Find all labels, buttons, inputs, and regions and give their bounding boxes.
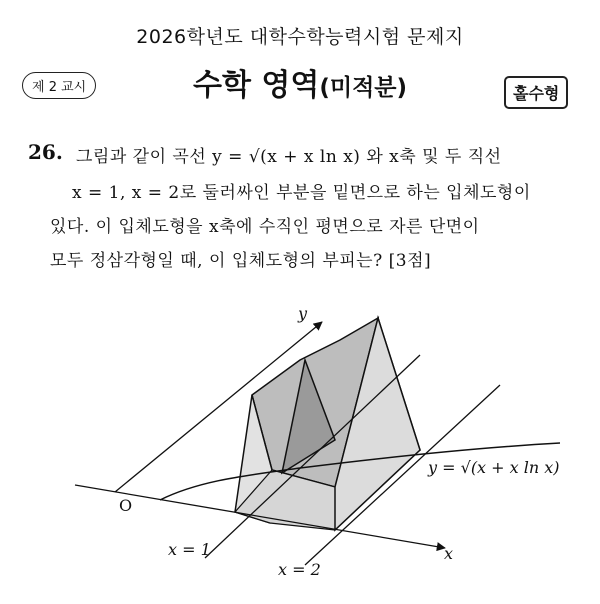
x-axis-label: x bbox=[444, 544, 454, 563]
exam-title: 2026학년도 대학수학능력시험 문제지 bbox=[136, 26, 464, 48]
question-line-4: 모두 정삼각형일 때, 이 입체도형의 부피는? [3점] bbox=[50, 251, 432, 271]
question-line-1: 그림과 같이 곡선 y = √(x + x ln x) 와 x축 및 두 직선 bbox=[76, 147, 502, 167]
solid-figure bbox=[0, 300, 600, 600]
subject-main: 수학 영역 bbox=[192, 68, 320, 103]
y-axis-label: y bbox=[298, 304, 308, 323]
exam-type-badge: 홀수형 bbox=[504, 76, 568, 109]
question-line-2: x = 1, x = 2로 둘러싸인 부분을 밑면으로 하는 입체도형이 bbox=[72, 183, 531, 203]
origin-label: O bbox=[119, 496, 133, 515]
line-x1-label: x = 1 bbox=[168, 540, 211, 559]
line-x2-label: x = 2 bbox=[278, 560, 321, 579]
question-line-3: 있다. 이 입체도형을 x축에 수직인 평면으로 자른 단면이 bbox=[50, 217, 480, 237]
subject-sub: (미적분) bbox=[319, 75, 408, 101]
question-number: 26. bbox=[28, 140, 63, 164]
period-badge: 제 2 교시 bbox=[22, 72, 96, 99]
curve-label: y = √(x + x ln x) bbox=[428, 458, 560, 477]
figure-drawing bbox=[0, 300, 600, 600]
